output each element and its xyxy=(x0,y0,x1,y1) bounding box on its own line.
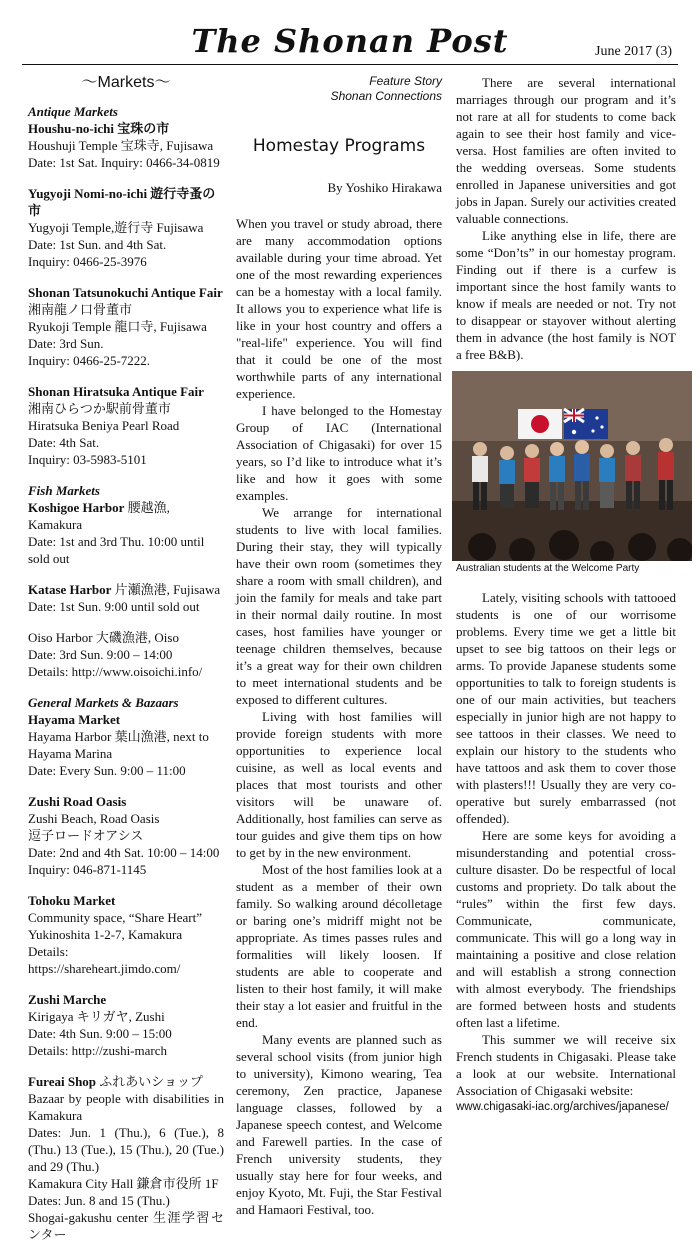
paragraph: Living with host families will provide foreign students with more opportunities to experience local cuisine, as well as local events and places that most tourists and other visitors will be unaware of. Additionally, host families can serve as tour guides and give them tips on how to get by in the new environment. xyxy=(236,709,442,860)
australia-flag xyxy=(564,409,608,439)
markets-column xyxy=(28,74,224,1257)
paragraph: I have belonged to the Homestay Group of IAC (International Association of Chigasaki) for over 15 years, so I’d like to introduce what it’s like and how it goes with some examples. xyxy=(236,403,442,503)
markets-heading: ～Markets～ xyxy=(81,74,171,91)
market-tatsunokuchi: Shonan Tatsunokuchi Antique Fair 湘南龍ノ口骨董市 Ryukoji Temple 龍口寺, Fujisawa Date: 3rd Sun. Inquiry: 0466-25-7222. xyxy=(28,285,223,368)
market-oiso: Oiso Harbor 大磯漁港, Oiso Date: 3rd Sun. 9:00 – 14:00 Details: http://www.oisoichi.info/ xyxy=(28,630,203,679)
photo-caption: Australian students at the Welcome Party xyxy=(456,563,640,574)
welcome-party-photo xyxy=(452,371,692,561)
japan-flag xyxy=(518,409,562,439)
market-tohoku: Tohoku Market Community space, “Share Heart” Yukinoshita 1-2-7, Kamakura Details: https://shareheart.jimdo.com/ xyxy=(28,893,202,976)
newspaper-title: The Shonan Post xyxy=(191,22,509,60)
category-general: General Markets & Bazaars xyxy=(28,695,179,710)
category-fish: Fish Markets xyxy=(28,483,100,498)
story-column-middle xyxy=(236,74,442,1218)
byline: By Yoshiko Hirakawa xyxy=(327,180,442,195)
market-zushi-marche: Zushi Marche Kirigaya キリガヤ, Zushi Date: 4th Sun. 9:00 – 15:00 Details: http://zushi-march xyxy=(28,992,172,1058)
feature-label: Feature Story Shonan Connections xyxy=(330,74,442,103)
market-houshu: Houshu-no-ichi 宝珠の市 Houshuji Temple 宝珠寺, Fujisawa Date: 1st Sat. Inquiry: 0466-34-0819 xyxy=(28,121,220,170)
paragraph: Many events are planned such as several school visits (from junior high to university), Kimono wearing, Tea ceremony, Zen practice, Japanese language classes, followed by a Japanese speech contest, and Welcome and Farewell parties. In the case of French university students, they usually stay here for four weeks, and enjoy Kyoto, Mt. Fuji, the Star Festival and Hamaori Festival, too. xyxy=(236,1032,442,1217)
story-title: Homestay Programs xyxy=(252,136,426,156)
paragraph: This summer we will receive six French students in Chigasaki. Please take a look at our website. International Association of Chigasaki website: xyxy=(456,1032,676,1098)
masthead-rule xyxy=(22,64,678,65)
market-hiratsuka: Shonan Hiratsuka Antique Fair 湘南ひらつか駅前骨董市 Hiratsuka Beniya Pearl Road Date: 4th Sat. Inquiry: 03-5983-5101 xyxy=(28,384,204,467)
paragraph: There are several international marriages through our program and it’s not rare at all for students to come back again to see their host family and vice-versa. Host families are often invited to the wedding overseas. Some students enrolled in Japanese universities and got jobs in Japan. Surely our activities created valuable connections. xyxy=(456,75,676,226)
issue-date: June 2017 (3) xyxy=(595,44,672,59)
market-fureai: Fureai Shop ふれあいショップ Bazaar by people with disabilities in Kamakura Dates: Jun. 1 (Thu.), 6 (Tue.), 8 (Thu.) 13 (Tue.), 15 (Thu.), 20 (Tue.) and 29 (Thu.) Kamakura City Hall 鎌倉市役所 1F Dates: Jun. 8 and 15 (Thu.) Shogai-gakushu center 生涯学習センター xyxy=(28,1074,224,1242)
market-zushi-oasis: Zushi Road Oasis Zushi Beach, Road Oasis 逗子ロードオアシス Date: 2nd and 4th Sat. 10:00 – 14:00 Inquiry: 046-871-1145 xyxy=(28,794,220,877)
paragraph: When you travel or study abroad, there are many accommodation options available during your time abroad. Yet one of the most rewarding experiences can be a homestay with a local family. It allows you to experience what life is like in your host country and offers a "real-life" experience. You will find that it could be one of the most worthwhile parts of any international experience. xyxy=(236,216,442,401)
market-hayama: Hayama Market Hayama Harbor 葉山漁港, next to Hayama Marina Date: Every Sun. 9:00 – 11:00 xyxy=(28,712,209,778)
paragraph: Here are some keys for avoiding a misunderstanding and potential cross-culture disaster. Do be respectful of local customs and propriety. Do talk about the “rules” within the first few days. Communicate, communicate, communicate. This will go a long way in maintaining a positive and close relation and will establish a strong connection with almost everybody. The friendships are formed between hosts and students often last a lifetime. xyxy=(456,828,676,1030)
website-link[interactable]: www.chigasaki-iac.org/archives/japanese/ xyxy=(456,1101,669,1113)
story-column-right xyxy=(456,74,676,1116)
market-katase: Katase Harbor 片瀬漁港, Fujisawa Date: 1st Sun. 9:00 until sold out xyxy=(28,582,221,614)
masthead xyxy=(0,0,700,70)
category-antique: Antique Markets xyxy=(28,104,118,119)
paragraph: Like anything else in life, there are some “Don’ts” in our homestay program. Finding out if there is a curfew is important since the host family wants to know if meals are needed or not. Try not to disappear or stayover without alerting them in advance (the host family is NOT a free B&B). xyxy=(456,228,676,362)
paragraph: Most of the host families look at a student as a member of their own family. So walking around décolletage or baring one’s midriff might not be appropriate. As times passes rules and formalities will likely loosen. If students are able to cooperate and listen to their host family, it will make their stay a lot easier and fruitful in the end. xyxy=(236,862,442,1030)
paragraph: Lately, visiting schools with tattooed students is one of our worrisome problems. Every time we get a little bit upset to see big tattoos on their legs or arms. To provide Japanese students some opportunities to talk to foreign students is one of our main activities, but teachers especially in junior high are not happy to see tattoos in their classes. We need to explain our history to the students who have tattoos and ask them to cover those with plasters!!! Usually they are very co-operative but surely embarrassed (not offended). xyxy=(456,590,676,826)
market-koshigoe: Koshigoe Harbor 腰越漁, Kamakura Date: 1st and 3rd Thu. 10:00 until sold out xyxy=(28,500,205,566)
photo-illustration xyxy=(452,371,692,561)
paragraph: We arrange for international students to live with local families. During their stay, they will typically have their own room (sometimes they share a room with small children), and join the family for meals and take part in their normal daily routine. In most cases, host families have younger or teenage children themselves, because it’s a great way for their own children to meet international students and be exposed to different cultures. xyxy=(236,505,442,707)
market-yugyoji: Yugyoji Nomi-no-ichi 遊行寺蚤の市 Yugyoji Temple,遊行寺 Fujisawa Date: 1st Sun. and 4th Sat. Inquiry: 0466-25-3976 xyxy=(28,186,216,269)
